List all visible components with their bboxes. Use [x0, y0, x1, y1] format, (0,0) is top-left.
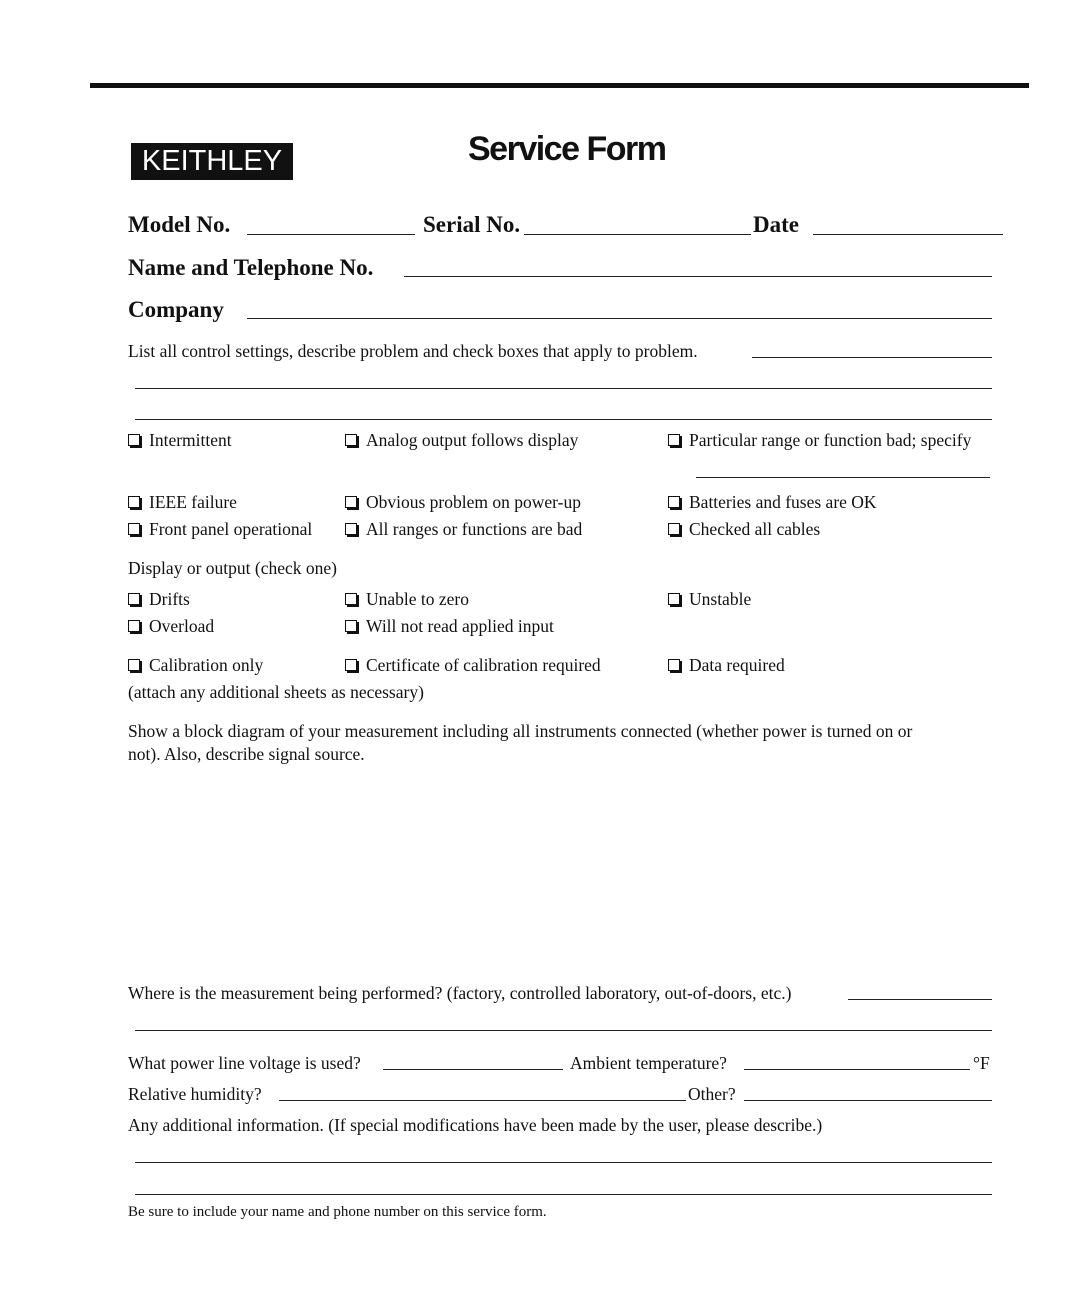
model-no-field[interactable]	[247, 234, 415, 235]
checkbox-icon	[345, 659, 357, 671]
checkbox-label: Front panel operational	[149, 519, 313, 539]
checkbox-label: Intermittent	[149, 430, 232, 450]
humidity-field[interactable]	[279, 1100, 686, 1101]
checkbox-label: Checked all cables	[689, 519, 821, 539]
checkbox-icon	[668, 593, 680, 605]
checkbox-batteries-fuses[interactable]	[668, 492, 877, 513]
power-line-label: What power line voltage is used?	[128, 1053, 361, 1073]
ambient-temp-field[interactable]	[744, 1069, 970, 1070]
checkbox-icon	[128, 434, 140, 446]
specify-field[interactable]	[696, 477, 990, 478]
checkbox-icon	[668, 434, 680, 446]
measurement-location-label: Where is the measurement being performed? (factory, controlled laboratory, out-of-doors, etc.)	[128, 983, 792, 1003]
display-output-label: Display or output (check one)	[128, 558, 337, 578]
measurement-location-field-2[interactable]	[135, 1030, 992, 1031]
keithley-logo: KEITHLEY	[131, 143, 293, 180]
checkbox-label: Batteries and fuses are OK	[689, 492, 877, 512]
checkbox-all-ranges[interactable]	[345, 519, 582, 540]
date-field[interactable]	[813, 234, 1003, 235]
checkbox-label: Unstable	[689, 589, 752, 609]
humidity-label: Relative humidity?	[128, 1084, 262, 1104]
additional-info-label: Any additional information. (If special modifications have been made by the user, please describe.)	[128, 1115, 823, 1135]
checkbox-label: All ranges or functions are bad	[366, 519, 583, 539]
footer-note: Be sure to include your name and phone number on this service form.	[128, 1204, 547, 1220]
checkbox-icon	[345, 434, 357, 446]
serial-no-field[interactable]	[524, 234, 751, 235]
checkbox-label: Will not read applied input	[366, 616, 554, 636]
checkbox-analog-output[interactable]	[345, 430, 578, 451]
checkbox-icon	[345, 496, 357, 508]
checkbox-ieee-failure[interactable]	[128, 492, 237, 513]
checkbox-label: Unable to zero	[366, 589, 470, 609]
problem-field-2[interactable]	[135, 388, 992, 389]
checkbox-icon	[345, 523, 357, 535]
checkbox-label: Particular range or function bad; specify	[689, 430, 972, 450]
measurement-location-field-1[interactable]	[848, 999, 992, 1000]
checkbox-label: Certificate of calibration required	[366, 655, 601, 675]
problem-field-1[interactable]	[752, 357, 992, 358]
checkbox-drifts[interactable]	[128, 589, 190, 610]
attach-note: (attach any additional sheets as necessary)	[128, 682, 424, 702]
problem-field-3[interactable]	[135, 419, 992, 420]
company-field[interactable]	[247, 318, 992, 319]
checkbox-unable-zero[interactable]	[345, 589, 469, 610]
checkbox-label: IEEE failure	[149, 492, 237, 512]
checkbox-overload[interactable]	[128, 616, 214, 637]
checkbox-label: Drifts	[149, 589, 190, 609]
top-rule	[90, 83, 1029, 88]
checkbox-checked-cables[interactable]	[668, 519, 820, 540]
temp-unit: °F	[973, 1053, 990, 1073]
checkbox-icon	[128, 496, 140, 508]
block-diagram-instruction-2: not). Also, describe signal source.	[128, 744, 365, 764]
additional-info-field-2[interactable]	[135, 1194, 992, 1195]
checkbox-front-panel[interactable]	[128, 519, 312, 540]
other-field[interactable]	[744, 1100, 992, 1101]
checkbox-will-not-read[interactable]	[345, 616, 554, 637]
checkbox-label: Calibration only	[149, 655, 264, 675]
block-diagram-area[interactable]	[128, 775, 992, 970]
checkbox-icon	[128, 659, 140, 671]
checkbox-label: Obvious problem on power-up	[366, 492, 581, 512]
checkbox-icon	[345, 620, 357, 632]
checkbox-icon	[128, 523, 140, 535]
additional-info-field-1[interactable]	[135, 1162, 992, 1163]
checkbox-label: Overload	[149, 616, 215, 636]
checkbox-icon	[668, 523, 680, 535]
checkbox-obvious-problem[interactable]	[345, 492, 581, 513]
checkbox-icon	[668, 496, 680, 508]
serial-no-label: Serial No.	[423, 212, 521, 237]
company-label: Company	[128, 297, 224, 322]
checkbox-unstable[interactable]	[668, 589, 751, 610]
checkbox-icon	[128, 620, 140, 632]
other-label: Other?	[688, 1084, 736, 1104]
checkbox-icon	[345, 593, 357, 605]
name-phone-label: Name and Telephone No.	[128, 255, 374, 280]
checkbox-calibration-only[interactable]	[128, 655, 263, 676]
checkbox-label: Data required	[689, 655, 785, 675]
checkbox-icon	[668, 659, 680, 671]
problem-prompt: List all control settings, describe problem and check boxes that apply to problem.	[128, 341, 698, 361]
checkbox-intermittent[interactable]	[128, 430, 232, 451]
block-diagram-instruction-1: Show a block diagram of your measurement including all instruments connected (whether power is turned on or	[128, 721, 913, 741]
model-no-label: Model No.	[128, 212, 231, 237]
checkbox-data-required[interactable]	[668, 655, 785, 676]
checkbox-certificate[interactable]	[345, 655, 601, 676]
power-line-field[interactable]	[383, 1069, 563, 1070]
checkbox-icon	[128, 593, 140, 605]
checkbox-label: Analog output follows display	[366, 430, 579, 450]
date-label: Date	[753, 212, 799, 237]
ambient-temp-label: Ambient temperature?	[570, 1053, 727, 1073]
checkbox-particular-range[interactable]	[668, 430, 971, 451]
name-phone-field[interactable]	[404, 276, 992, 277]
page-title: Service Form	[468, 130, 666, 168]
